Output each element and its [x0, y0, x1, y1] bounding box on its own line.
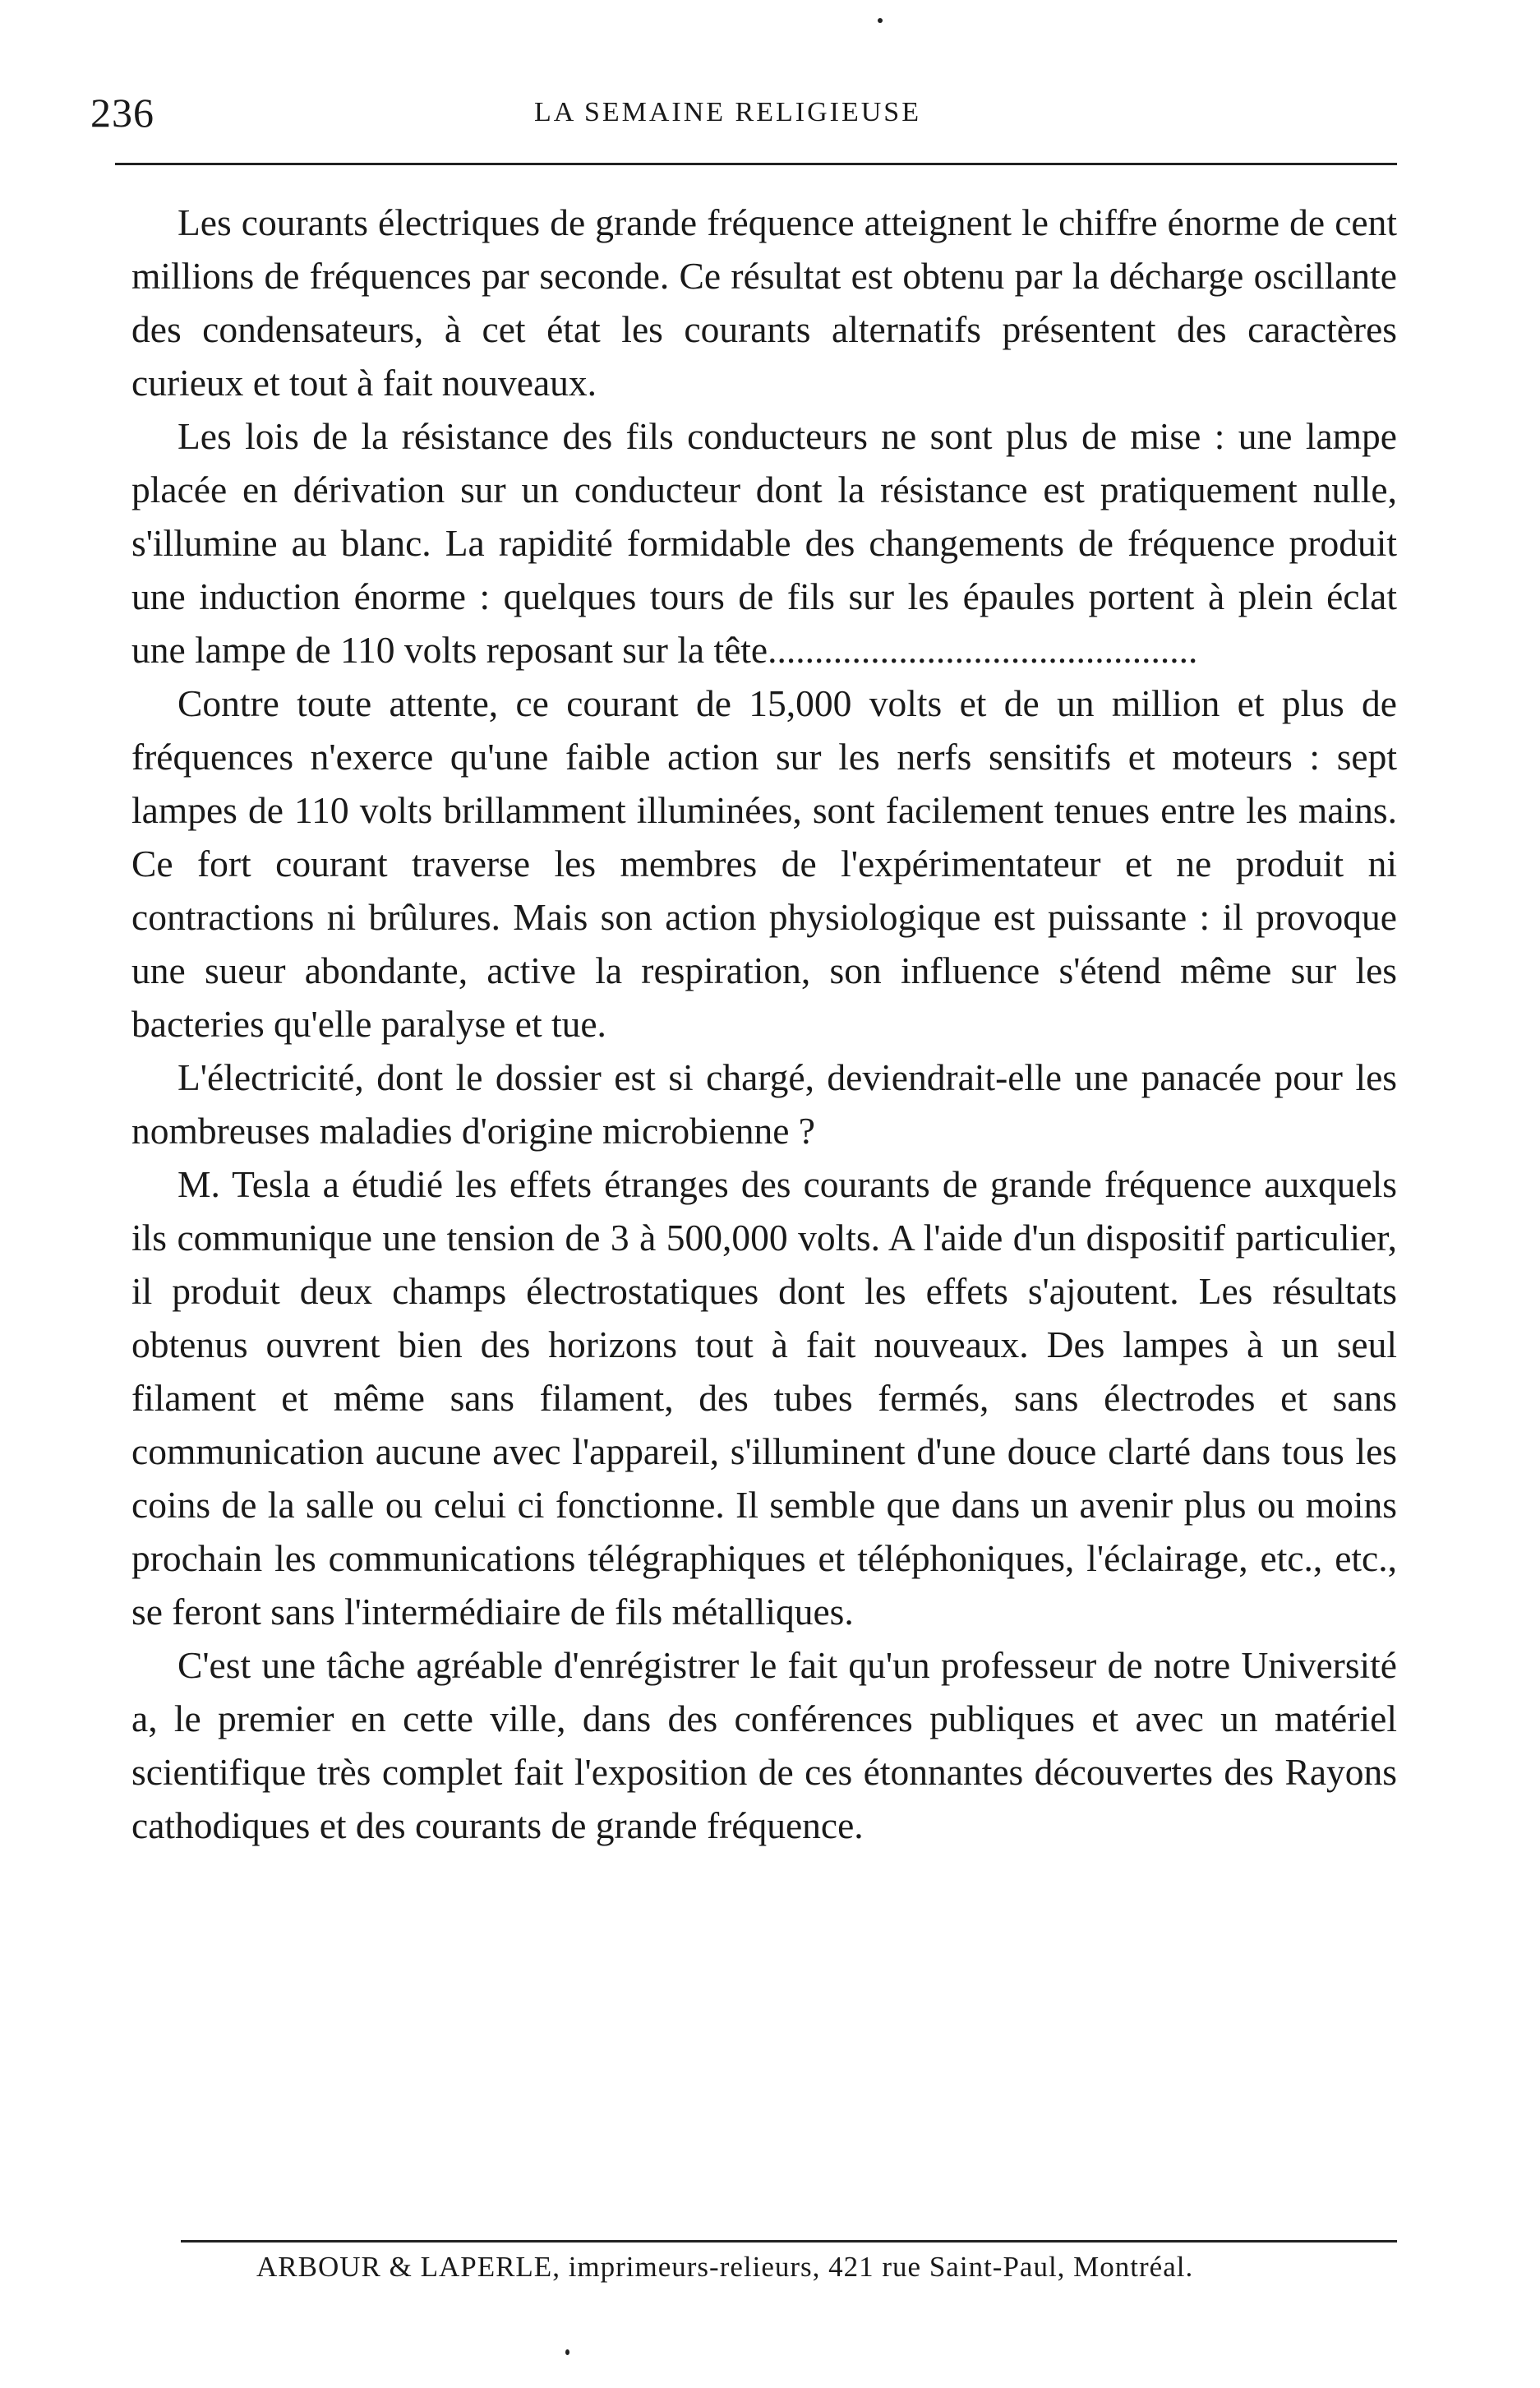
- paragraph: Les courants électriques de grande fréquence atteignent le chiffre énorme de cent millions de fréquences par seconde. Ce résultat est obtenu par la décharge oscillante des condensateurs, à cet état les courants alternatifs présentent des caractères curieux et tout à fait nouveaux.: [131, 201, 1397, 404]
- paragraph: Les lois de la résistance des fils conducteurs ne sont plus de mise : une lampe placée en dérivation sur un conducteur dont la résistance est pratiquement nulle, s'illumine au blanc. La rapidité formidable des changements de fréquence produit une induction énorme : quelques tours de fils sur les épaules portent à plein éclat une lampe de 110 volts reposant sur la tête..............................................: [131, 415, 1397, 671]
- paragraph: M. Tesla a étudié les effets étranges des courants de grande fréquence auxquels ils communique une tension de 3 à 500,000 volts. A l'aide d'un dispositif particulier, il produit deux champs électrostatiques dont les effets s'ajoutent. Les résultats obtenus ouvrent bien des horizons tout à fait nouveaux. Des lampes à un seul filament et même sans filament, des tubes fermés, sans électrodes et sans communication aucune avec l'appareil, s'illuminent d'une douce clarté dans tous les coins de la salle ou celui ci fonctionne. Il semble que dans un avenir plus ou moins prochain les communications télégraphiques et téléphoniques, l'éclairage, etc., etc., se feront sans l'intermédiaire de fils métalliques.: [131, 1163, 1397, 1633]
- print-speck: [565, 2349, 569, 2355]
- printer-imprint: ARBOUR & LAPERLE, imprimeurs-relieurs, 421 rue Saint-Paul, Montréal.: [256, 2251, 1194, 2283]
- paragraph: Contre toute attente, ce courant de 15,000 volts et de un million et plus de fréquences n'exerce qu'une faible action sur les nerfs sensitifs et moteurs : sept lampes de 110 volts brillamment illuminées, sont facilement tenues entre les mains. Ce fort courant traverse les membres de l'expérimentateur et ne produit ni contractions ni brûlures. Mais son action physiologique est puissante : il provoque une sueur abondante, active la respiration, son influence s'étend même sur les bacteries qu'elle paralyse et tue.: [131, 682, 1397, 1045]
- paragraph: L'électricité, dont le dossier est si chargé, deviendrait-elle une panacée pour les nombreuses maladies d'origine microbienne ?: [131, 1056, 1397, 1152]
- running-title: LA SEMAINE RELIGIEUSE: [534, 97, 921, 127]
- header-rule: [115, 163, 1397, 165]
- page-number: 236: [90, 90, 154, 136]
- paragraph: C'est une tâche agréable d'enrégistrer le fait qu'un professeur de notre Université a, le premier en cette ville, dans des conférences publiques et avec un matériel scientifique très complet fait l'exposition de ces étonnantes découvertes des Rayons cathodiques et des courants de grande fréquence.: [131, 1644, 1397, 1846]
- article-body: [131, 196, 1397, 1852]
- print-speck: [878, 18, 883, 23]
- footer-rule: [181, 2240, 1397, 2243]
- page-header: [90, 89, 1389, 138]
